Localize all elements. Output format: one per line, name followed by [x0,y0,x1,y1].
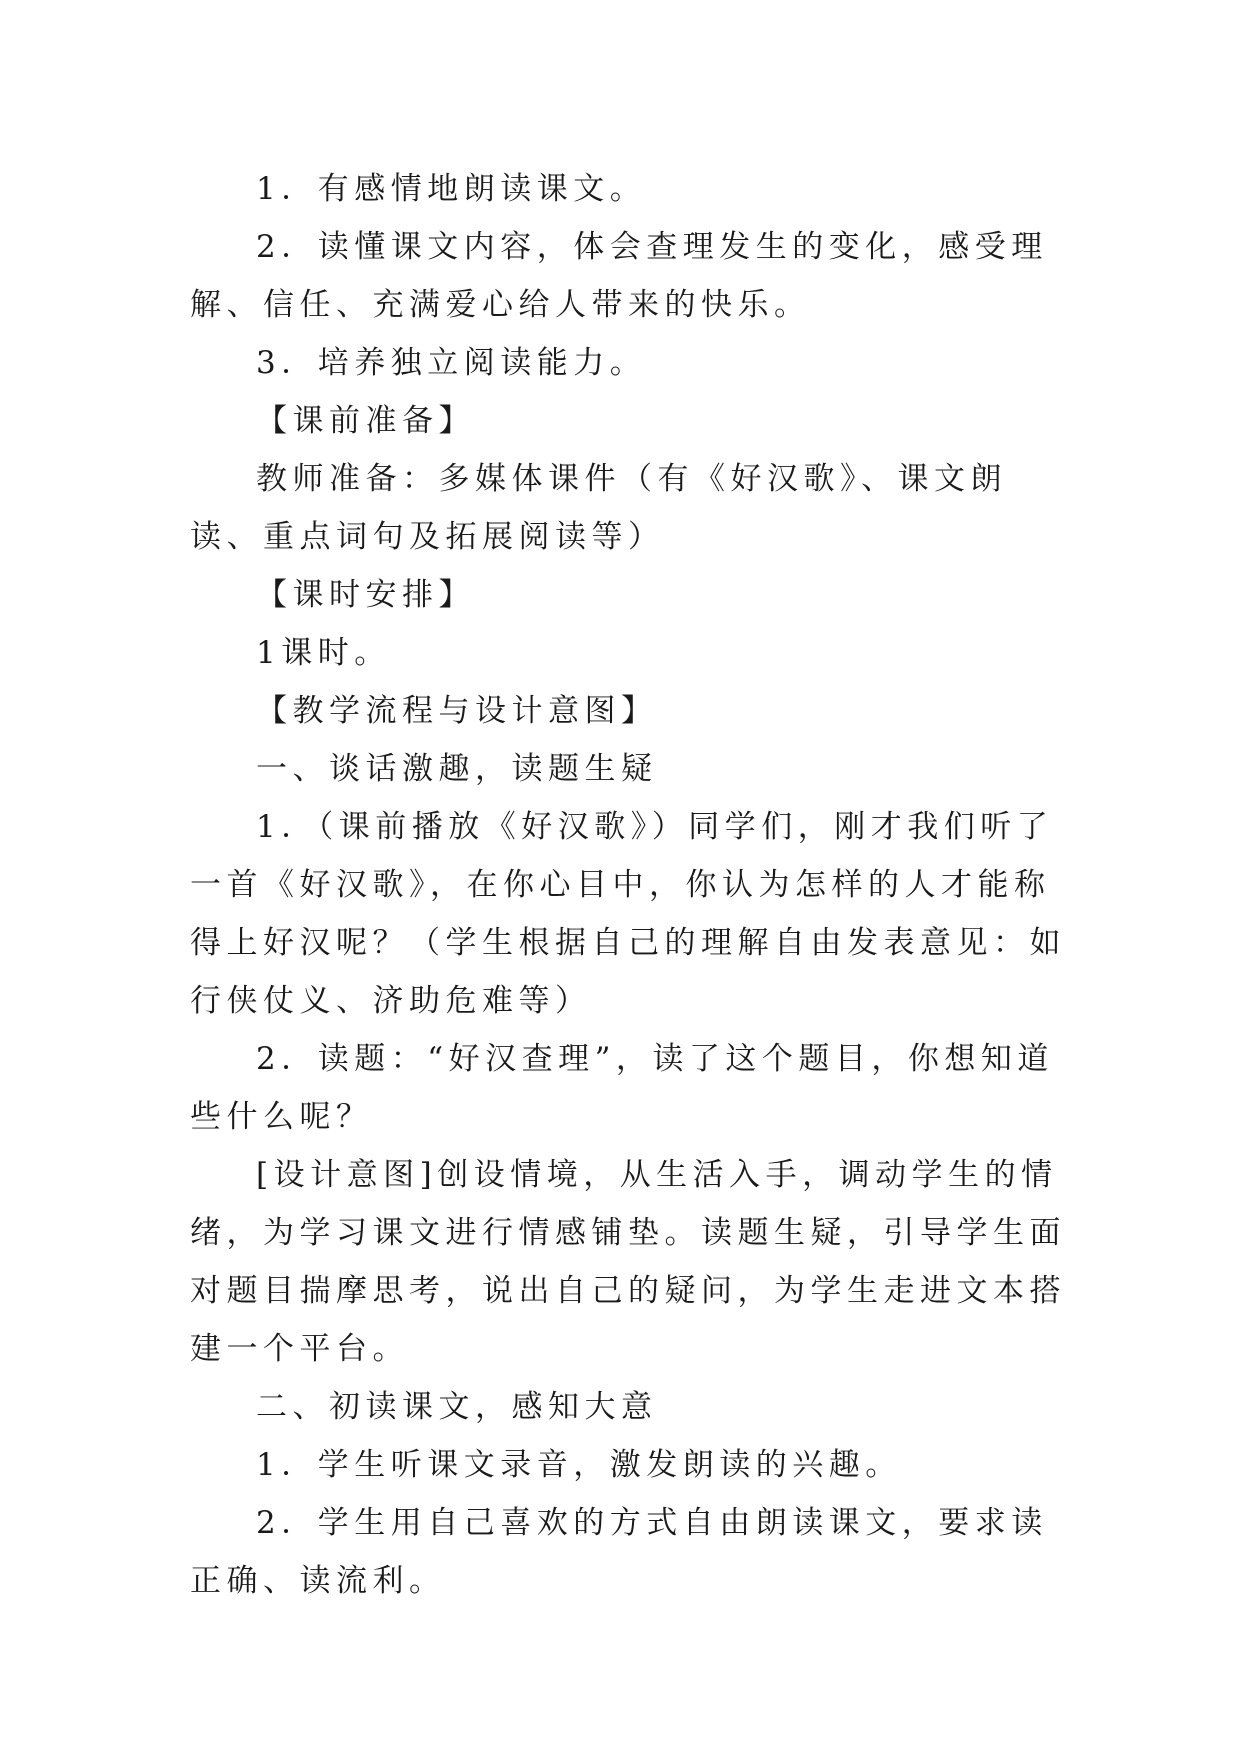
step-heading-2: 二、初读课文，感知大意 [256,1389,658,1425]
step-1-item-2: 2．读题：“好汉查理”，读了这个题目，你想知道些什么呢？ [190,1041,1054,1135]
step-heading-1: 一、谈话激趣，读题生疑 [256,751,658,787]
document-body [190,160,1070,1610]
step-2-item-2: 2．学生用自己喜欢的方式自由朗读课文，要求读正确、读流利。 [190,1505,1048,1599]
section-heading-schedule: 【课时安排】 [256,577,475,613]
design-intent-1: [设计意图]创设情境，从生活入手，调动学生的情绪，为学习课文进行情感铺垫。读题生疑，引导学生面对题目揣摩思考，说出自己的疑问，为学生走进文本搭建一个平台。 [190,1157,1066,1367]
teacher-preparation: 教师准备：多媒体课件（有《好汉歌》、课文朗读、重点词句及拓展阅读等） [190,461,1007,555]
section-heading-preparation: 【课前准备】 [256,403,475,439]
section-heading-process: 【教学流程与设计意图】 [256,693,658,729]
objective-1: 1．有感情地朗读课文。 [256,171,647,207]
schedule-value: 1课时。 [256,635,391,671]
step-2-item-1: 1．学生听课文录音，激发朗读的兴趣。 [256,1447,902,1483]
step-1-item-1: 1．（课前播放《好汉歌》）同学们，刚才我们听了一首《好汉歌》，在你心目中，你认为怎样的人才能称得上好汉呢？（学生根据自己的理解自由发表意见：如行侠仗义、济助危难等） [190,809,1066,1019]
objective-3: 3．培养独立阅读能力。 [256,345,647,381]
objective-2: 2．读懂课文内容，体会查理发生的变化，感受理解、信任、充满爱心给人带来的快乐。 [190,229,1048,323]
